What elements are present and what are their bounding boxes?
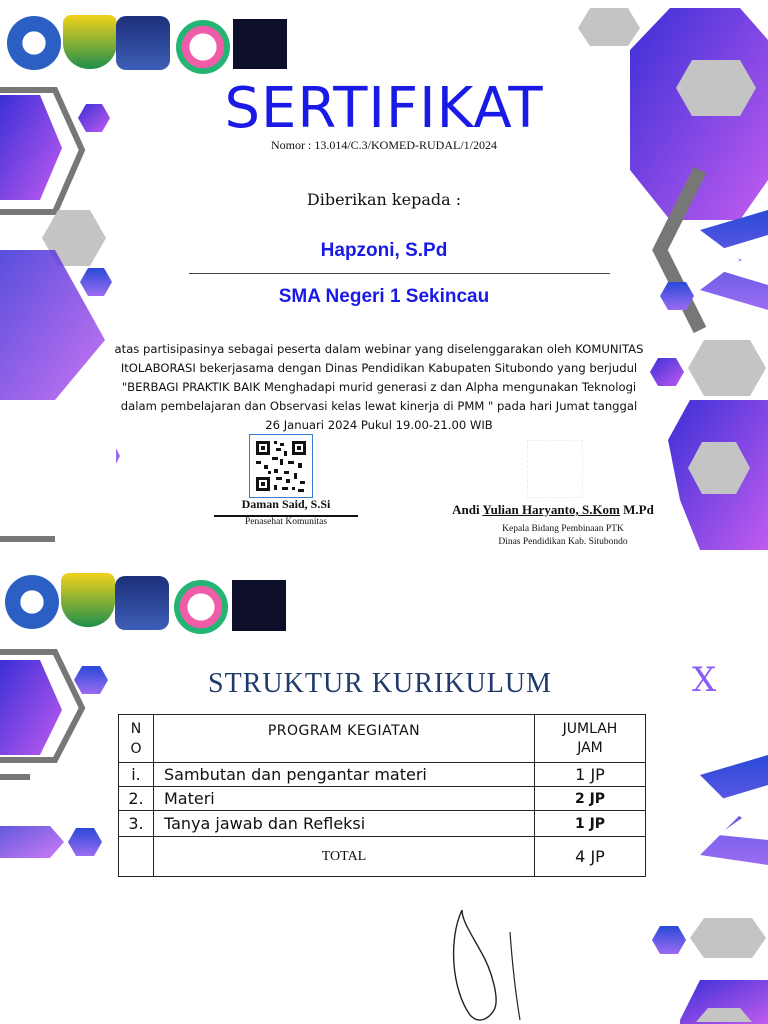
table-header-row (119, 715, 646, 763)
header-no-line: O (130, 740, 142, 757)
row-program: Materi (154, 787, 535, 811)
certificate-number: Nomor : 13.014/C.3/KOMED-RUDAL/1/2024 (271, 138, 497, 152)
row-jp: 2 JP (535, 787, 646, 811)
header-jp (535, 715, 646, 763)
row-jp: 1 JP (535, 811, 646, 837)
qr-code (249, 434, 313, 498)
signer1-role: Penasehat Komunitas (244, 517, 328, 527)
signer2-stamp (527, 440, 583, 498)
table-row (119, 811, 646, 837)
logo-kabupaten-situbondo (63, 15, 117, 69)
row-program: Sambutan dan pengantar materi (154, 763, 535, 787)
corner-mark: X (692, 660, 717, 700)
logo-pgri (176, 20, 230, 74)
row-jp: 1 JP (535, 763, 646, 787)
description-line: 26 Januari 2024 Pukul 19.00-21.00 WIB (265, 418, 493, 432)
logo-komunitas-rudal (233, 19, 287, 69)
row-no: i. (119, 763, 154, 787)
header-jp-line: JAM (577, 739, 603, 756)
signer2-name (438, 502, 668, 518)
certificate-description (110, 340, 648, 435)
logo-kabupaten-situbondo (61, 573, 115, 627)
logo-pgri (174, 580, 228, 634)
curriculum-table (118, 714, 646, 877)
signer2-name-prefix: Andi (452, 502, 483, 517)
logo-komunitas-rudal (232, 580, 286, 631)
header-no (119, 715, 154, 763)
description-line: atas partisipasinya sebagai peserta dalam webinar yang diselenggarakan oleh KOMUNITAS (114, 342, 644, 356)
row-no: 3. (119, 811, 154, 837)
recipient-name: Hapzoni, S.Pd (320, 240, 448, 261)
header-no-line: N (130, 720, 142, 737)
signer2-role-line: Kepala Bidang Pembinaan PTK (502, 524, 624, 534)
recipient-school: SMA Negeri 1 Sekincau (278, 286, 490, 307)
given-to-label: Diberikan kepada : (306, 190, 462, 209)
total-empty-cell (119, 837, 154, 877)
logo-komunitas-belajar (115, 576, 169, 630)
table-row (119, 787, 646, 811)
logo-komunitas-belajar (116, 16, 170, 70)
signer2-role (478, 523, 648, 549)
curriculum-page (0, 560, 768, 1024)
total-jp: 4 JP (535, 837, 646, 877)
total-label: TOTAL (154, 837, 535, 877)
signer2-name-main: Yulian Haryanto, S.Kom (482, 502, 620, 517)
logo-tut-wuri-handayani (5, 575, 59, 629)
certificate-title: SERTIFIKAT (224, 76, 544, 141)
row-no: 2. (119, 787, 154, 811)
signer2-name-suffix: M.Pd (619, 502, 654, 517)
table-total-row (119, 837, 646, 877)
table-row (119, 763, 646, 787)
logo-tut-wuri-handayani (7, 16, 61, 70)
description-line: "BERBAGI PRAKTIK BAIK Menghadapi murid generasi z dan Alpha mengunakan Teknologi (121, 380, 637, 394)
description-line: dalam pembelajaran dan Observasi kelas lewat kinerja di PMM " pada hari Jumat tanggal (120, 399, 638, 413)
header-jp-line: JUMLAH (562, 720, 618, 737)
name-divider (189, 273, 610, 274)
row-program: Tanya jawab dan Refleksi (154, 811, 535, 837)
signer2-role-line: Dinas Pendidikan Kab. Situbondo (498, 537, 628, 547)
description-line: ItOLABORASI bekerjasama dengan Dinas Pendidikan Kabupaten Situbondo yang berjudul (120, 361, 638, 375)
header-program: PROGRAM KEGIATAN (154, 715, 535, 763)
signer1-name: Daman Said, S.Si (241, 497, 331, 511)
curriculum-title: STRUKTUR KURIKULUM (208, 668, 552, 699)
